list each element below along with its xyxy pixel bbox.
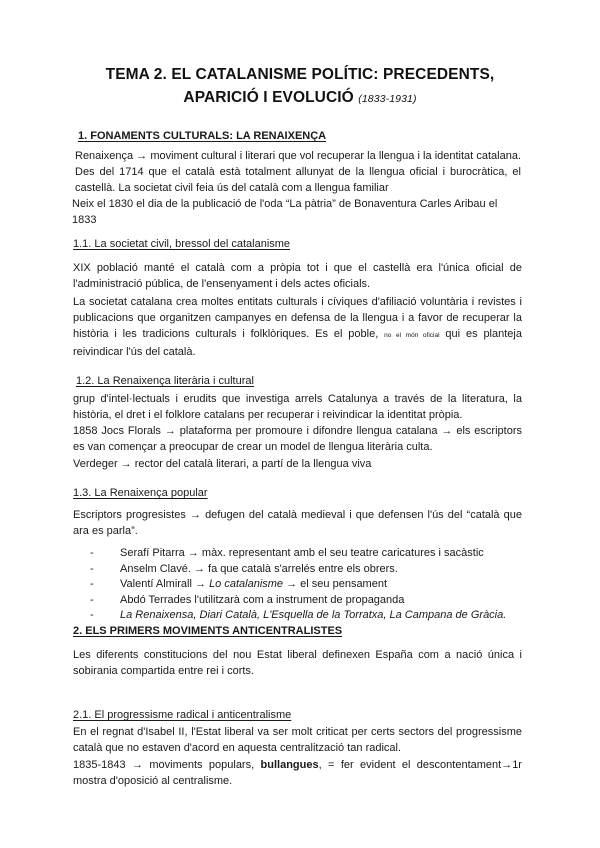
section-1-1-paragraph-2-text-a: La societat catalana crea moltes entitats culturals i cíviques d'afiliació voluntària i revistes i publicacions que organitzen campanyes en defensa de la llengua i a favor de recuperar la història i les tradicions culturals i folklòriques. Es el poble, — [73, 296, 522, 340]
section-1-3-paragraph-1: Escriptors progresistes → defugen del català medieval i que defensen l'ús del “català que ara es parla”. — [73, 509, 522, 537]
section-1-1-paragraph-2 — [73, 294, 522, 360]
section-2-1-paragraph-2-text-a: 1835-1843 → moviments populars, — [73, 759, 255, 771]
section-2-1-paragraph-2 — [73, 757, 522, 789]
list-bullet-dash: - — [90, 547, 94, 559]
section-1-2-paragraph-2: 1858 Jocs Florals → plataforma per promoure i difondre llengua catalana → els escriptors es van començar a preocupar de crear un model de llengua literària culta. — [73, 425, 522, 453]
list-item — [90, 577, 506, 593]
list-item — [90, 562, 506, 578]
section-1-paragraph-2: Neix el 1830 el dia de la publicació de l'oda “La pàtria” de Bonaventura Carles Aribau el 1833 — [72, 198, 498, 226]
list-item-italic-title: Lo catalanisme — [209, 578, 284, 590]
list-item-text: Serafí Pitarra → màx. representant amb el seu teatre caricatures i sacàstic — [120, 547, 484, 559]
list-item-text: Abdó Terrades l'utilitzarà com a instrument de propaganda — [120, 593, 405, 606]
document-title-date-range: (1833-1931) — [358, 93, 417, 105]
section-1-1-small-note: no el món oficial — [384, 332, 440, 339]
document-title-line-1: TEMA 2. EL CATALANISME POLÍTIC: PRECEDENTS, — [105, 66, 495, 83]
section-1-2-paragraph-3: Verdeger → rector del català literari, a partí de la llengua viva — [73, 458, 372, 470]
list-item — [90, 593, 506, 609]
list-bullet-dash: - — [90, 609, 94, 621]
list-bullet-dash: - — [90, 593, 94, 606]
section-1-1-paragraph-2-text-b: qui es planteja reivindicar l'ús del català. — [73, 328, 522, 358]
document-title-line-2 — [0, 89, 600, 107]
section-1-2-paragraph-1: grup d'intel·lectuals i erudits que investiga arrels Catalunya a través de la literatura, la història, el dret i el folklore catalans per recuperar i reivindicar la identitat pròpia. — [73, 393, 522, 421]
section-1-3-heading: 1.3. La Renaixença popular — [73, 487, 208, 499]
list-item — [90, 608, 506, 624]
document-title-text: APARICIÓ I EVOLUCIÓ — [183, 89, 354, 106]
section-2-1-paragraph-1: En el regnat d'Isabel II, l'Estat liberal va ser molt criticat per certs sectors del progressisme català que no estaven d'acord en aquesta centralització tan radical. — [73, 726, 522, 754]
section-1-3-list — [90, 546, 506, 624]
list-item-text: Anselm Clavé. → fa que català s'arrelés entre els obrers. — [120, 562, 398, 575]
section-1-1-heading: 1.1. La societat civil, bressol del catalanisme — [73, 238, 291, 250]
section-2-heading: 2. ELS PRIMERS MOVIMENTS ANTICENTRALISTES — [73, 625, 343, 637]
list-item-text: La Renaixensa, Diari Català, L'Esquella de la Torratxa, La Campana de Gràcia. — [120, 609, 507, 621]
section-1-heading: 1. FONAMENTS CULTURALS: LA RENAIXENÇA — [78, 130, 327, 142]
list-item — [90, 546, 506, 562]
section-2-1-bold-term: bullangues — [260, 759, 319, 771]
list-bullet-dash: - — [90, 578, 94, 590]
list-item-text-rest: → el seu pensament — [286, 578, 388, 590]
list-bullet-dash: - — [90, 562, 94, 575]
section-1-1-paragraph-1: XIX població manté el català com a pròpia tot i que el castellà era l'única oficial de l'administració pública, de l'ensenyament i dels actes oficials. — [73, 262, 522, 290]
section-2-1-paragraph-2-text-b: , = fer evident el descontentament→1r mostra d'oposició al centralisme. — [73, 759, 522, 787]
list-item-text: Valentí Almirall → — [120, 578, 206, 590]
section-2-1-heading: 2.1. El progressisme radical i anticentralisme — [73, 709, 292, 721]
section-1-paragraph-1: Renaixença → moviment cultural i literari que vol recuperar la llengua i la identitat catalana. Des del 1714 que el català està totalment allunyat de la llengua oficial i burocràtica, el castellà. La societat civil feia ús del català com a llengua familiar — [75, 150, 521, 194]
section-1-2-heading: 1.2. La Renaixença literària i cultural — [76, 375, 254, 387]
section-2-paragraph-1: Les diferents constitucions del nou Estat liberal definexen España com a nació única i sobirania compartida entre rei i corts. — [73, 649, 522, 677]
